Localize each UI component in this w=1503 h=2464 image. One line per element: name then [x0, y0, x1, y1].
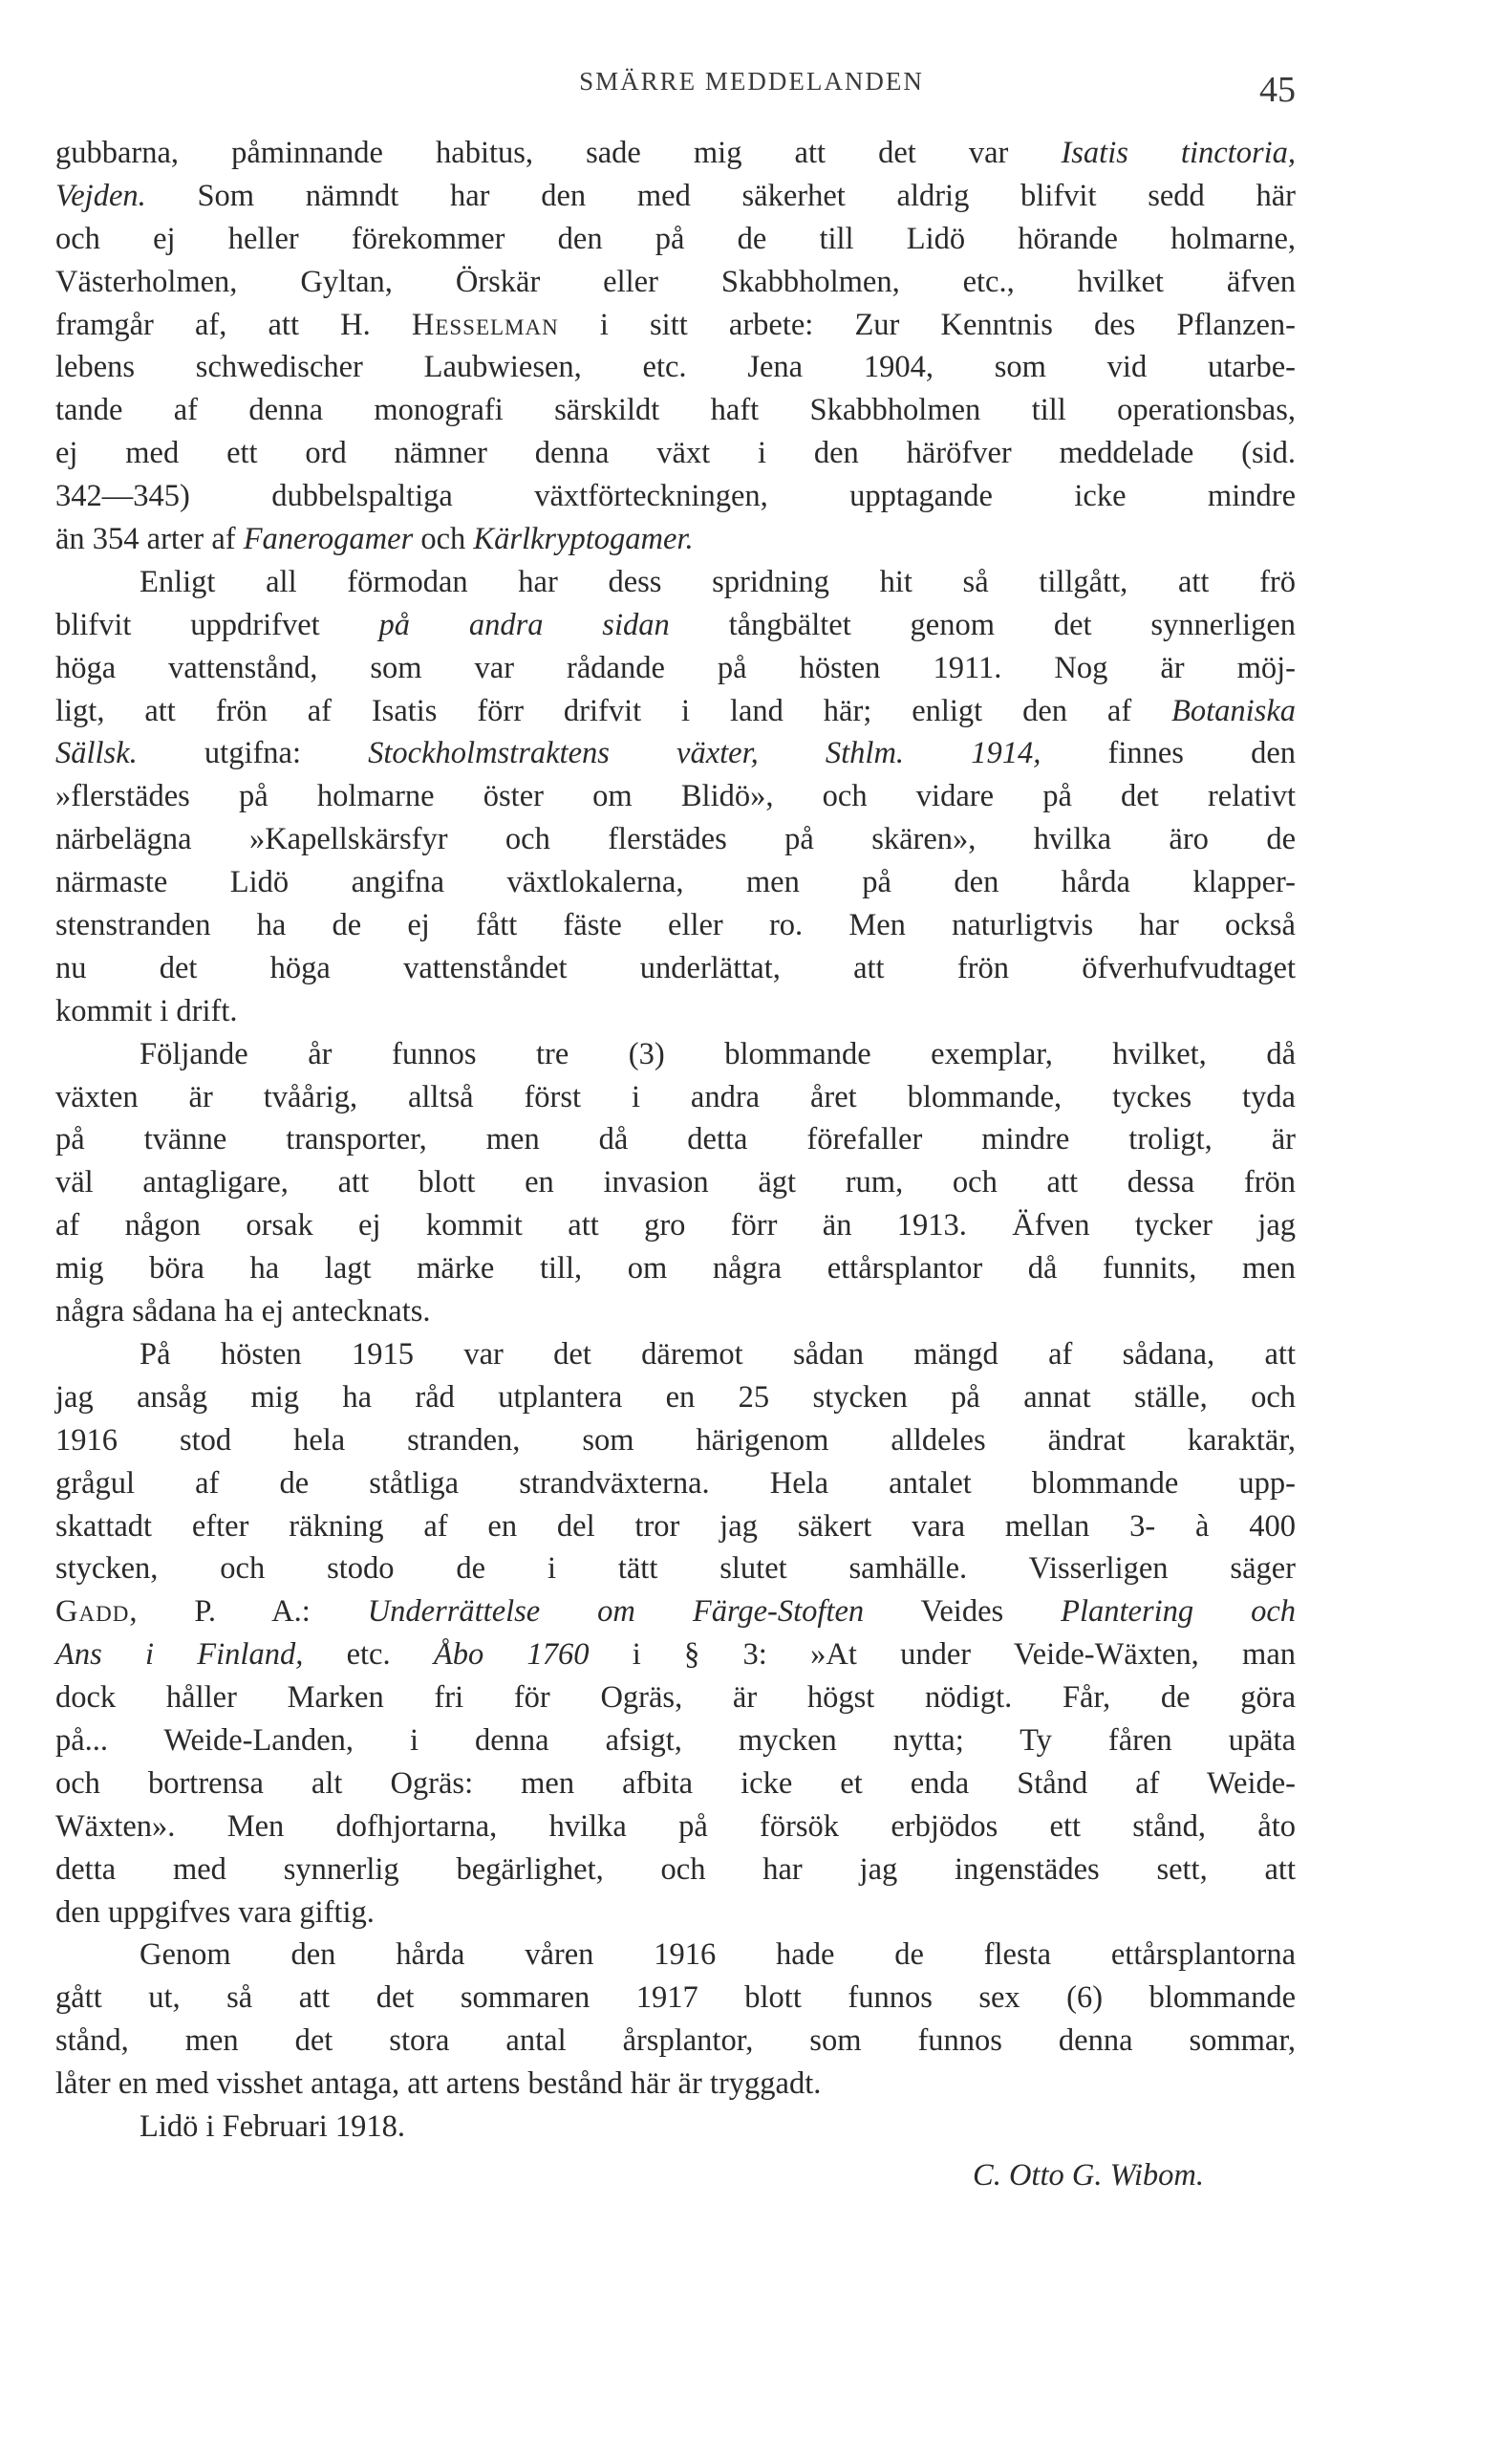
italic-text: Fanerogamer: [243, 522, 414, 557]
text-segment: nu det höga vattenståndet underlättat, att frön öfverhufvudtaget: [55, 950, 1296, 985]
text-line: [55, 1977, 1296, 2020]
text-line: [55, 1805, 1296, 1848]
italic-text: Ans i Finland,: [55, 1637, 304, 1673]
text-segment: närbelägna »Kapellskärsfyr och flerstädes på skären», hvilka äro de: [55, 822, 1296, 857]
text-segment: i § 3: »At under Veide-Wäxten, man: [589, 1637, 1296, 1673]
text-line: [55, 904, 1296, 947]
text-line: [55, 346, 1296, 389]
text-line: [55, 1590, 1296, 1633]
text-line: [55, 1419, 1296, 1462]
text-line: [55, 1161, 1296, 1204]
text-segment: på... Weide-Landen, i denna afsigt, mycken nytta; Ty fåren upäta: [55, 1722, 1296, 1758]
text-line: [55, 775, 1296, 818]
text-line: [55, 732, 1296, 775]
running-title: SMÄRRE MEDDELANDEN: [579, 67, 924, 96]
text-line: [55, 1204, 1296, 1247]
text-segment: Lidö i Februari 1918.: [140, 2108, 406, 2144]
text-segment: väl antagligare, att blott en invasion ägt rum, och att dessa frön: [55, 1165, 1296, 1200]
text-segment: närmaste Lidö angifna växtlokalerna, men på den hårda klapper-: [55, 865, 1296, 900]
text-segment: jag ansåg mig ha råd utplantera en 25 stycken på annat ställe, och: [55, 1379, 1296, 1415]
italic-text: Sällsk.: [55, 736, 138, 771]
text-line: [55, 2020, 1296, 2063]
text-segment: några sådana ha ej antecknats.: [55, 1294, 431, 1329]
text-segment: skattadt efter räkning af en del tror jag säkert vara mellan 3- à 400: [55, 1508, 1296, 1544]
italic-text: Åbo 1760: [433, 1637, 590, 1673]
text-line: [55, 1333, 1296, 1376]
text-segment: etc.: [303, 1637, 434, 1673]
text-segment: »flerstädes på holmarne öster om Blidö», och vidare på det relativt: [55, 779, 1296, 814]
text-line: [55, 690, 1296, 733]
text-segment: stenstranden ha de ej fått fäste eller ro. Men naturligtvis har också: [55, 908, 1296, 943]
text-segment: framgår af, att H.: [55, 307, 412, 342]
text-line: [55, 1633, 1296, 1676]
small-caps-name: Hesselman: [411, 307, 559, 342]
text-segment: På hösten 1915 var det däremot sådan mängd af sådana, att: [140, 1336, 1296, 1372]
text-line: [55, 389, 1296, 432]
text-line: [55, 1719, 1296, 1762]
text-line: [55, 475, 1296, 518]
text-line: [55, 518, 1296, 561]
text-line: [55, 1462, 1296, 1505]
italic-text: Vejden.: [55, 178, 146, 213]
text-line: [55, 1505, 1296, 1548]
text-line: [55, 1547, 1296, 1590]
text-line: [55, 1076, 1296, 1119]
text-line: [55, 990, 1296, 1033]
text-line: [55, 1762, 1296, 1805]
text-line: [55, 1376, 1296, 1419]
text-line: [55, 432, 1296, 475]
text-segment: gubbarna, påminnande habitus, sade mig att det var: [55, 136, 1062, 170]
text-segment: kommit i drift.: [55, 993, 238, 1028]
text-segment: af någon orsak ej kommit att gro förr än 1913. Äfven tycker jag: [55, 1208, 1296, 1243]
text-segment: ej med ett ord nämner denna växt i den häröfver meddelade (sid.: [55, 436, 1296, 471]
italic-text: Isatis tinctoria,: [1061, 136, 1296, 170]
text-segment: Västerholmen, Gyltan, Örskär eller Skabbholmen, etc., hvilket äfven: [55, 264, 1296, 299]
text-segment: Genom den hårda våren 1916 hade de flesta ettårsplantorna: [140, 1937, 1296, 1973]
signature: C. Otto G. Wibom.: [973, 2158, 1204, 2194]
text-line: [55, 647, 1296, 690]
text-segment: Enligt all förmodan har dess spridning hit så tillgått, att frö: [140, 564, 1296, 599]
text-segment: 342—345) dubbelspaltiga växtförteckningen, upptagande icke mindre: [55, 479, 1296, 514]
text-line: [55, 604, 1296, 647]
text-segment: detta med synnerlig begärlighet, och har jag ingenstädes sett, att: [55, 1851, 1296, 1887]
text-segment: finnes den: [1041, 736, 1296, 771]
italic-text: Underrättelse om Färge-Stoften: [367, 1594, 865, 1630]
text-line: [55, 2063, 1296, 2106]
text-line: [55, 1033, 1296, 1076]
text-line: [55, 1247, 1296, 1290]
article-body: [55, 132, 1296, 2149]
text-segment: mig böra ha lagt märke till, om några ettårsplantor då funnits, men: [55, 1251, 1296, 1286]
text-segment: höga vattenstånd, som var rådande på hösten 1911. Nog är möj-: [55, 650, 1296, 685]
text-segment: ligt, att frön af Isatis förr drifvit i land här; enligt den af: [55, 693, 1172, 728]
italic-text: på andra sidan: [378, 607, 670, 642]
text-segment: lebens schwedischer Laubwiesen, etc. Jena 1904, som vid utarbe-: [55, 350, 1296, 385]
text-segment: Wäxten». Men dofhjortarna, hvilka på försök erbjödos ett stånd, åto: [55, 1808, 1296, 1844]
text-segment: på tvänne transporter, men då detta förefaller mindre troligt, är: [55, 1122, 1296, 1157]
signature-block: [55, 2151, 1296, 2197]
text-segment: grågul af de ståtliga strandväxterna. Hela antalet blommande upp-: [55, 1465, 1296, 1501]
text-line: [55, 861, 1296, 904]
text-segment: i sitt arbete: Zur Kenntnis des Pflanzen-: [558, 307, 1296, 342]
text-segment: blifvit uppdrifvet: [55, 607, 379, 642]
text-line: [55, 1934, 1296, 1977]
italic-text: Botaniska: [1171, 693, 1296, 728]
text-segment: stånd, men det stora antal årsplantor, som funnos denna sommar,: [55, 2023, 1296, 2059]
text-line: [55, 561, 1296, 604]
page-number: 45: [1259, 70, 1296, 110]
text-line: [55, 218, 1296, 261]
text-segment: gått ut, så att det sommaren 1917 blott funnos sex (6) blommande: [55, 1980, 1296, 2016]
italic-text: Plantering och: [1061, 1594, 1296, 1630]
text-line: [55, 175, 1296, 218]
text-segment: Som nämndt har den med säkerhet aldrig blifvit sedd här: [145, 178, 1296, 213]
text-segment: den uppgifves vara giftig.: [55, 1894, 375, 1930]
italic-text: Stockholmstraktens växter, Sthlm. 1914,: [368, 736, 1041, 771]
italic-text: Kärlkryptogamer.: [473, 522, 694, 557]
small-caps-name: Gadd: [55, 1594, 130, 1630]
text-line: [55, 1290, 1296, 1333]
text-line: [55, 818, 1296, 861]
text-segment: Följande år funnos tre (3) blommande exemplar, hvilket, då: [140, 1036, 1296, 1071]
text-segment: , P. A.:: [129, 1594, 368, 1630]
text-line: [55, 261, 1296, 304]
text-line: [55, 2106, 1296, 2149]
text-segment: 1916 stod hela stranden, som härigenom alldeles ändrat karaktär,: [55, 1422, 1296, 1458]
text-segment: låter en med visshet antaga, att artens bestånd här är tryggadt.: [55, 2066, 822, 2102]
text-segment: utgifna:: [137, 736, 369, 771]
page-header: [0, 59, 1503, 117]
text-line: [55, 1676, 1296, 1719]
text-line: [55, 1891, 1296, 1934]
text-line: [55, 947, 1296, 990]
text-segment: och ej heller förekommer den på de till Lidö hörande holmarne,: [55, 221, 1296, 256]
text-segment: Veides: [864, 1594, 1062, 1630]
text-segment: och bortrensa alt Ogräs: men afbita icke et enda Stånd af Weide-: [55, 1765, 1296, 1801]
text-line: [55, 1118, 1296, 1161]
text-segment: dock håller Marken fri för Ogräs, är högst nödigt. Får, de göra: [55, 1680, 1296, 1716]
text-segment: tande af denna monografi särskildt haft Skabbholmen till operationsbas,: [55, 393, 1296, 428]
text-segment: tångbältet genom det synnerligen: [669, 607, 1297, 642]
text-segment: än 354 arter af: [55, 522, 244, 557]
text-segment: och: [413, 522, 474, 557]
text-line: [55, 1848, 1296, 1891]
text-segment: stycken, och stodo de i tätt slutet samhälle. Visserligen säger: [55, 1551, 1296, 1587]
text-line: [55, 132, 1296, 175]
text-line: [55, 304, 1296, 347]
text-segment: växten är tvåårig, alltså först i andra året blommande, tyckes tyda: [55, 1079, 1296, 1114]
